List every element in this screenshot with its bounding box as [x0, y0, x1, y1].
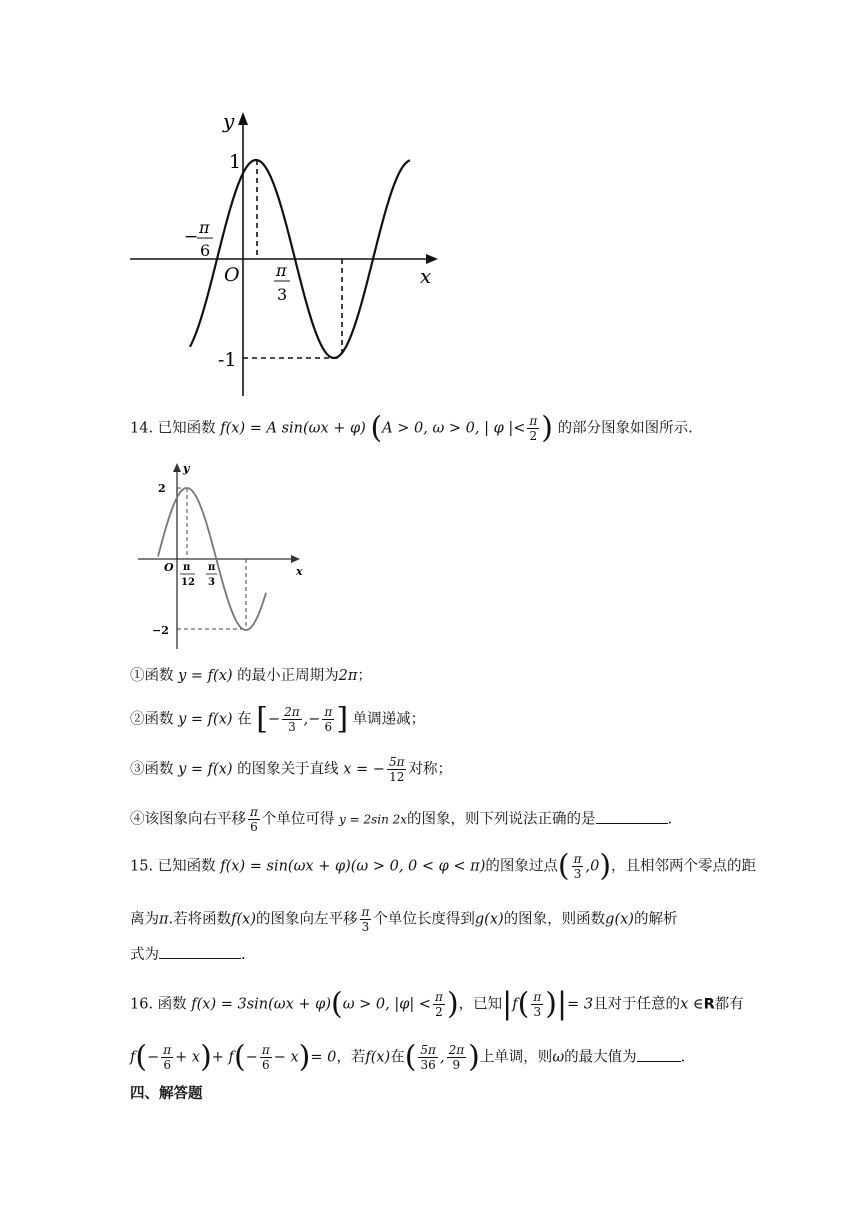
q16-abs-frac: $\frac{\pi}{3}$ [533, 990, 542, 1019]
s3-frac: $\frac{5\pi}{12}$ [388, 755, 405, 784]
q14-statement: 14. 已知函数 f(x) = A sin(ωx + φ) (A > 0, ω > 0, | φ |< $\frac{\pi}{2}$ ) 的部分图象如图所示. [130, 410, 693, 446]
tick-pi3b-num: π [208, 562, 216, 573]
q15-l3-end: . [241, 947, 246, 963]
s1-prefix: ①函数 [130, 668, 174, 684]
s4-prefix: ④该图象向右平移 [130, 811, 246, 828]
x-axis-label: x [420, 264, 432, 288]
q16-line-1: 16. 函数 f(x) = 3sin(ωx + φ)(ω > 0, |φ| < $\frac{\pi}{2}$ )，已知|f( $\frac{\pi}{3}$ )|= 3且对于任意的x ∈R都有 [130, 986, 744, 1022]
q16-l2-c: 上单调，则 [479, 1049, 553, 1066]
tick-pi3b-den: 3 [208, 577, 215, 588]
tick-neg-pi6-den: 6 [200, 241, 211, 260]
q15-l2-f2: 的解析 [633, 911, 678, 928]
s3-line-eq: x = − [343, 761, 385, 778]
y-axis-arrow [238, 112, 248, 125]
q16-l2-eq: = 0 [310, 1049, 337, 1066]
q15-l2-f: f(x) [231, 911, 256, 928]
q16-text-c: 且对于任意的 [593, 996, 681, 1013]
q16-abs-f: f [512, 996, 518, 1013]
q15-line-3 [130, 944, 246, 966]
tick-label-1: 1 [229, 151, 242, 173]
q14-number: 14. [130, 420, 154, 437]
tick-pi12-num: π [183, 562, 191, 573]
q15-l2-g: g(x) [474, 911, 504, 928]
q15-l2-d: 个单位长度得到 [373, 911, 475, 928]
q16-l2-f1: f [130, 1049, 136, 1066]
q15-l2-a: 离为 [130, 911, 159, 928]
q14-condition: A > 0, ω > 0, | φ |< [382, 420, 526, 437]
y-axis-label: y [223, 109, 235, 133]
q16-interval-frac-1: $\frac{5\pi}{36}$ [420, 1043, 436, 1072]
q16-interval-frac-2: $\frac{2\pi}{9}$ [448, 1043, 465, 1072]
s3-func: y = f(x) [178, 761, 233, 778]
q16-reals: R [703, 996, 715, 1013]
figure-1-sine-graph [120, 100, 450, 400]
q16-l2-t1: + x [175, 1049, 201, 1066]
q14-cond-fraction: $\frac{\pi}{2}$ [529, 414, 538, 443]
q16-number: 16. [130, 996, 154, 1013]
q16-x-in: x ∈ [680, 996, 704, 1013]
q16-l2-t2: − x [273, 1049, 299, 1066]
q15-l2-c: 的图象向左平移 [256, 911, 358, 928]
q16-l2-b: 在 [390, 1049, 405, 1066]
q16-l2-end: . [680, 1049, 686, 1066]
s2-func: y = f(x) [178, 711, 233, 728]
origin-label-2: O [164, 561, 174, 574]
tick-pi3-den: 3 [277, 285, 288, 304]
q15-function: f(x) = sin(ωx + φ) [220, 858, 351, 875]
s4-end: . [667, 811, 673, 828]
tick-pi12-den: 12 [181, 577, 195, 588]
q15-line-2 [130, 905, 677, 934]
statement-1 [130, 665, 372, 687]
s4-frac: $\frac{\pi}{6}$ [250, 805, 258, 834]
q16-l2-plus: + f [211, 1049, 234, 1066]
q15-shift-frac: $\frac{\pi}{3}$ [361, 905, 370, 934]
q16-text-d: 都有 [714, 996, 744, 1013]
section-title: 四、解答题 [130, 1086, 203, 1102]
s4-question: 的图象，则下列说法正确的是 [407, 811, 596, 828]
q16-function: f(x) = 3sin(ωx + φ) [191, 996, 331, 1013]
q16-l2-f: f(x) [365, 1049, 391, 1066]
s2-frac-2: $\frac{\pi}{6}$ [324, 705, 333, 734]
statement-4 [130, 805, 672, 834]
origin-label: O [224, 264, 240, 286]
q16-l2-frac-2: $\frac{\pi}{6}$ [261, 1043, 270, 1072]
tick-neg-sign: − [184, 227, 199, 247]
s3-text: 的图象关于直线 [237, 761, 339, 778]
q15-l2-pi: π [159, 911, 169, 928]
statement-2: ②函数 y = f(x) 在 [− $\frac{2\pi}{3}$ ,− $\frac{\pi}{6}$ ] 单调递减； [130, 701, 426, 737]
tick-neg-pi6-num: π [199, 218, 210, 237]
q15-l2-b: .若将函数 [168, 911, 232, 928]
q16-abs-value: = 3 [567, 996, 594, 1013]
q15-number: 15. [130, 858, 154, 875]
x-axis-arrow [426, 254, 438, 264]
tick-pi3-num: π [276, 261, 287, 280]
s2-tail: 单调递减； [352, 711, 426, 728]
q15-text-c: ，且相邻两个零点的距 [611, 858, 757, 875]
x-axis-label-2: x [296, 565, 303, 578]
s3-tail: 对称； [408, 761, 452, 778]
q16-answer-blank[interactable] [637, 1047, 681, 1062]
q16-l2-frac-1: $\frac{\pi}{6}$ [163, 1043, 172, 1072]
s3-prefix: ③函数 [130, 761, 174, 778]
q15-line-1: 15. 已知函数 f(x) = sin(ωx + φ)(ω > 0, 0 < φ < π)的图象过点( $\frac{\pi}{3}$ ,0)，且相邻两个零点的距 [130, 848, 757, 884]
s1-value: 2π [338, 668, 358, 684]
q15-answer-blank[interactable] [159, 944, 241, 959]
s1-end: ； [357, 668, 372, 684]
s4-text: 个单位可得 [261, 811, 335, 828]
q14-function: f(x) = A sin(ωx + φ) [220, 420, 366, 437]
tick-label-neg2: −2 [152, 624, 169, 637]
q15-point-frac: $\frac{\pi}{3}$ [573, 852, 582, 881]
q16-l2-a: ，若 [336, 1049, 366, 1066]
s1-func: y = f(x) [178, 668, 233, 684]
s4-answer-blank[interactable] [596, 809, 668, 824]
q16-condition: ω > 0, |φ| < [342, 996, 432, 1013]
s1-text: 的最小正周期为 [237, 668, 339, 684]
q16-intro: 函数 [157, 996, 187, 1013]
statement-3 [130, 755, 452, 784]
q15-point-tail: ,0 [585, 858, 600, 875]
q14-tail: 的部分图象如图所示. [557, 420, 693, 437]
q15-l3-a: 式为 [130, 947, 159, 963]
s2-frac-1: $\frac{2\pi}{3}$ [284, 705, 300, 734]
q15-l2-g2: g(x) [605, 911, 634, 928]
q15-intro: 已知函数 [157, 858, 216, 875]
s2-text: 在 [237, 711, 252, 728]
q16-omega: ω [552, 1049, 565, 1066]
tick-label-neg1: -1 [218, 349, 237, 371]
q16-cond-frac: $\frac{\pi}{2}$ [435, 990, 443, 1019]
q15-text-b: 的图象过点 [485, 858, 558, 875]
y-axis-label-2: y [183, 462, 190, 475]
tick-label-2: 2 [158, 482, 166, 495]
figure-2-sine-graph [128, 455, 318, 655]
q14-intro: 已知函数 [157, 420, 216, 437]
q15-condition: (ω > 0, 0 < φ < π) [350, 858, 486, 875]
q16-line-2: f(− $\frac{\pi}{6}$ + x)+ f(− $\frac{\pi}{6}$ − x)= 0，若f(x)在( $\frac{5\pi}{36}$ , $\frac{2\pi}{9}$ )上单调，则ω的最大值为 . [130, 1039, 686, 1075]
q16-text-b: ，已知 [458, 996, 503, 1013]
s4-target-func: y = 2sin 2x [339, 812, 408, 827]
q15-l2-e: 的图象，则函数 [503, 911, 606, 928]
s2-prefix: ②函数 [130, 711, 174, 728]
q16-l2-d: 的最大值为 [564, 1049, 637, 1066]
